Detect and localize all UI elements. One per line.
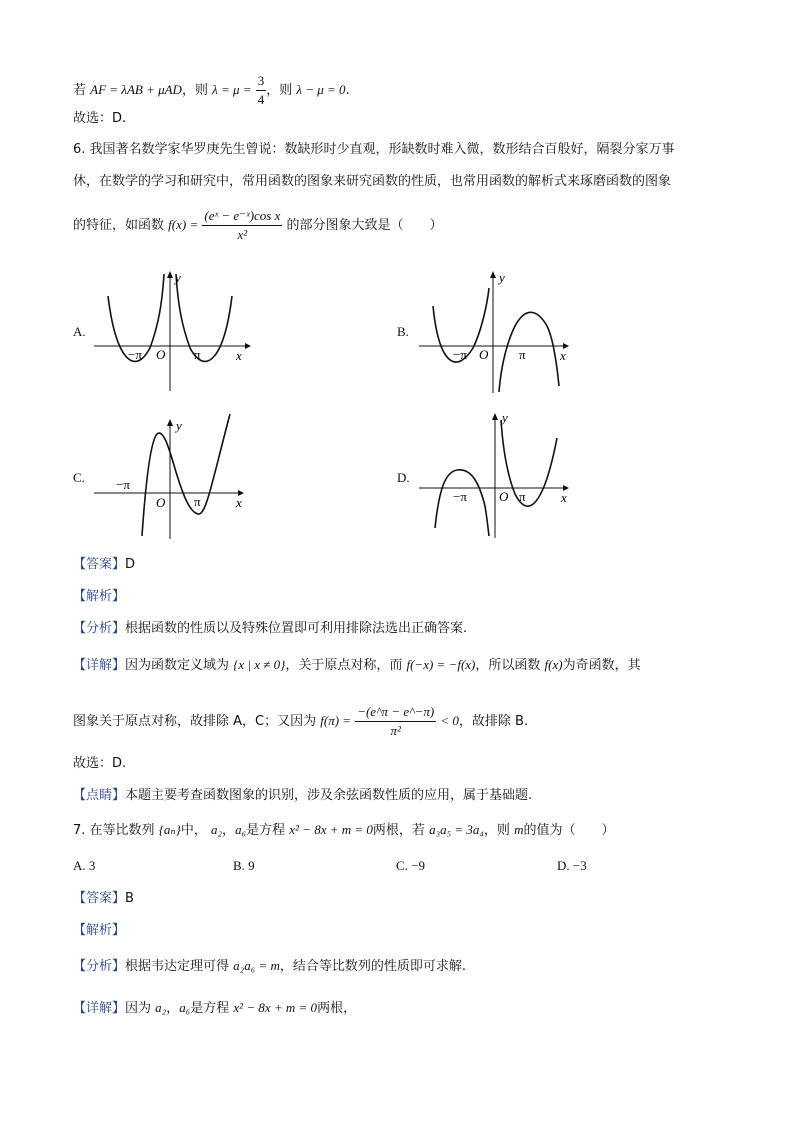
xj-b: 是方程: [190, 1001, 230, 1016]
odd-equation: f(−x) = −f(x): [406, 657, 476, 672]
q6-xiangjie-1: [73, 655, 641, 676]
f-pi: f(π) =: [320, 713, 352, 728]
xj1-c: ，所以函数: [475, 658, 541, 673]
quadratic-equation: x² − 8x + m = 0: [289, 822, 373, 837]
tick-pi: π: [519, 347, 526, 362]
y-arrow-icon: [490, 271, 496, 278]
option-c-graph: [90, 412, 255, 542]
q6-line3-suffix: 的部分图象大致是（ ）: [286, 218, 443, 233]
curve-right: [499, 312, 559, 392]
x-arrow-icon: [245, 343, 251, 349]
q7-comma: ，: [222, 823, 236, 838]
frac-den: 4: [257, 92, 265, 107]
q6-fenxi: [73, 619, 467, 639]
curve-right: [501, 420, 557, 506]
a6: a₆: [179, 1000, 191, 1015]
y-arrow-icon: [492, 413, 498, 420]
xj1-d: 为奇函数，其: [562, 658, 641, 673]
curve-right: [176, 274, 232, 361]
quadratic-equation: x² − 8x + m = 0: [233, 1000, 318, 1015]
xiangjie-tag: 【详解】: [73, 658, 126, 673]
curve: [142, 414, 230, 536]
function-name: f(x) =: [168, 217, 199, 232]
answer-tag: 【答案】: [73, 891, 126, 906]
option-a-graph: [90, 266, 255, 396]
analysis-tag: 【解析】: [73, 923, 126, 938]
a2: a₂: [155, 1000, 167, 1015]
xj-c: 两根，: [317, 1001, 357, 1016]
prev-then1: ，则: [181, 83, 208, 98]
q6-dianjing: [73, 786, 532, 806]
less-than-zero: < 0: [440, 713, 459, 728]
a6: a₆: [235, 822, 247, 837]
prev-then2: ，则: [266, 83, 293, 98]
xiangjie-tag: 【详解】: [73, 1001, 126, 1016]
option-c-label: C.: [73, 470, 85, 485]
q7-fenxi: [73, 956, 466, 977]
option-b-graph: [415, 266, 580, 396]
tick-pi: π: [194, 494, 201, 509]
fx: f(x): [544, 657, 563, 672]
tick-neg-pi: −π: [453, 347, 467, 362]
tick-neg-pi: −π: [128, 347, 142, 362]
y-label: y: [502, 410, 508, 425]
function-denominator: x²: [237, 227, 248, 242]
prev-answer: 故选：D.: [73, 111, 127, 126]
q6-analysis-tag: [73, 587, 125, 607]
choice-a: A. 3: [73, 858, 96, 873]
analysis-tag: 【解析】: [73, 589, 126, 604]
function-numerator: (eˣ − e⁻ˣ)cos x: [202, 207, 282, 226]
prev-prefix: 若: [73, 83, 87, 98]
y-label: y: [175, 270, 181, 285]
xj2-c: ，故排除 B.: [458, 714, 529, 729]
y-arrow-icon: [167, 271, 173, 278]
condition: a₃a₅ = 3a₄: [429, 822, 484, 837]
option-d-label: D.: [397, 470, 410, 485]
choice-b: B. 9: [233, 858, 255, 873]
xj-a: 因为: [125, 1001, 152, 1016]
q6-line1: 6. 我国著名数学家华罗庚先生曾说：数缺形时少直观，形缺数时难入微，数形结合百般好，隔裂分家万事: [73, 142, 675, 157]
tick-pi: π: [194, 347, 201, 362]
q7-e: ，则: [483, 823, 510, 838]
answer-tag: 【答案】: [73, 557, 126, 572]
fenxi-tag: 【分析】: [73, 621, 126, 636]
q7-a: 7. 在等比数列: [73, 823, 155, 838]
y-label: y: [176, 418, 182, 433]
lambda-mu: λ = μ =: [212, 82, 252, 97]
xj-comma: ，: [166, 1001, 180, 1016]
q7-b: 中，: [180, 823, 207, 838]
lambda-minus-mu: λ − μ = 0: [296, 82, 346, 97]
a2: a₂: [211, 822, 223, 837]
dianjing-tag: 【点睛】: [73, 788, 126, 803]
xj2-a: 图象关于原点对称，故排除 A，C；又因为: [73, 714, 317, 729]
option-a-label: A.: [73, 324, 86, 339]
vector-equation: AF = λAB + μAD: [90, 82, 182, 97]
option-b-label: B.: [397, 324, 409, 339]
q6-answer: [73, 555, 135, 575]
q6-xiangjie-2: [73, 703, 528, 740]
fenxi-text: 根据函数的性质以及特殊位置即可利用排除法选出正确答案.: [125, 621, 468, 636]
fraction-3-4: [256, 72, 267, 109]
y-label: y: [499, 270, 505, 285]
y-arrow-icon: [167, 419, 173, 426]
tick-neg-pi: −π: [116, 477, 130, 492]
answer-value: D: [125, 557, 136, 572]
vieta-equation: a₂a₆ = m: [233, 958, 280, 973]
f-pi-fraction: [355, 703, 436, 740]
answer-value: B: [125, 891, 134, 906]
q7-analysis-tag: [73, 921, 125, 941]
x-label: x: [236, 495, 242, 510]
frac-num: 3: [256, 72, 267, 91]
origin-label: O: [156, 347, 166, 362]
q7-stem: [73, 820, 614, 841]
q6-choose: 故选：D.: [73, 756, 127, 771]
tick-neg-pi: −π: [453, 489, 467, 504]
q7-d: 两根，若: [372, 823, 425, 838]
origin-label: O: [479, 347, 489, 362]
choice-c: C. −9: [396, 858, 426, 873]
x-label: x: [561, 490, 567, 505]
q6-line3-prefix: 的特征，如函数: [73, 218, 165, 233]
fenxi-tag: 【分析】: [73, 959, 126, 974]
function-fraction: [202, 207, 282, 244]
x-label: x: [560, 348, 566, 363]
q7-f: 的值为（ ）: [523, 823, 615, 838]
q7-c: 是方程: [246, 823, 286, 838]
dianjing-text: 本题主要考查函数图象的识别，涉及余弦函数性质的应用，属于基础题.: [125, 788, 533, 803]
q6-line2: 休，在数学的学习和研究中，常用函数的图象来研究函数的性质，也常用函数的解析式来琢磨函数的图象: [73, 174, 672, 189]
q6-line3: [73, 207, 443, 244]
origin-label: O: [156, 495, 166, 510]
x-label: x: [236, 348, 242, 363]
m-var: m: [514, 822, 524, 837]
q7-xiangjie: [73, 998, 356, 1019]
q7-answer: [73, 889, 134, 909]
xj1-b: ，关于原点对称，而: [285, 658, 403, 673]
origin-label: O: [499, 489, 509, 504]
sequence: {aₙ}: [158, 822, 181, 837]
domain-set: {x | x ≠ 0}: [233, 657, 286, 672]
xj1-a: 因为函数定义域为: [125, 658, 230, 673]
prev-vector-line: [73, 72, 350, 109]
fenxi-b: ，结合等比数列的性质即可求解.: [279, 959, 467, 974]
fenxi-a: 根据韦达定理可得: [125, 959, 230, 974]
option-d-graph: [415, 410, 580, 540]
f-pi-denominator: π²: [390, 723, 401, 738]
tick-pi: π: [519, 489, 526, 504]
prev-end: .: [345, 83, 350, 98]
f-pi-numerator: −(e^π − e^−π): [355, 703, 436, 722]
choice-d: D. −3: [557, 858, 587, 873]
